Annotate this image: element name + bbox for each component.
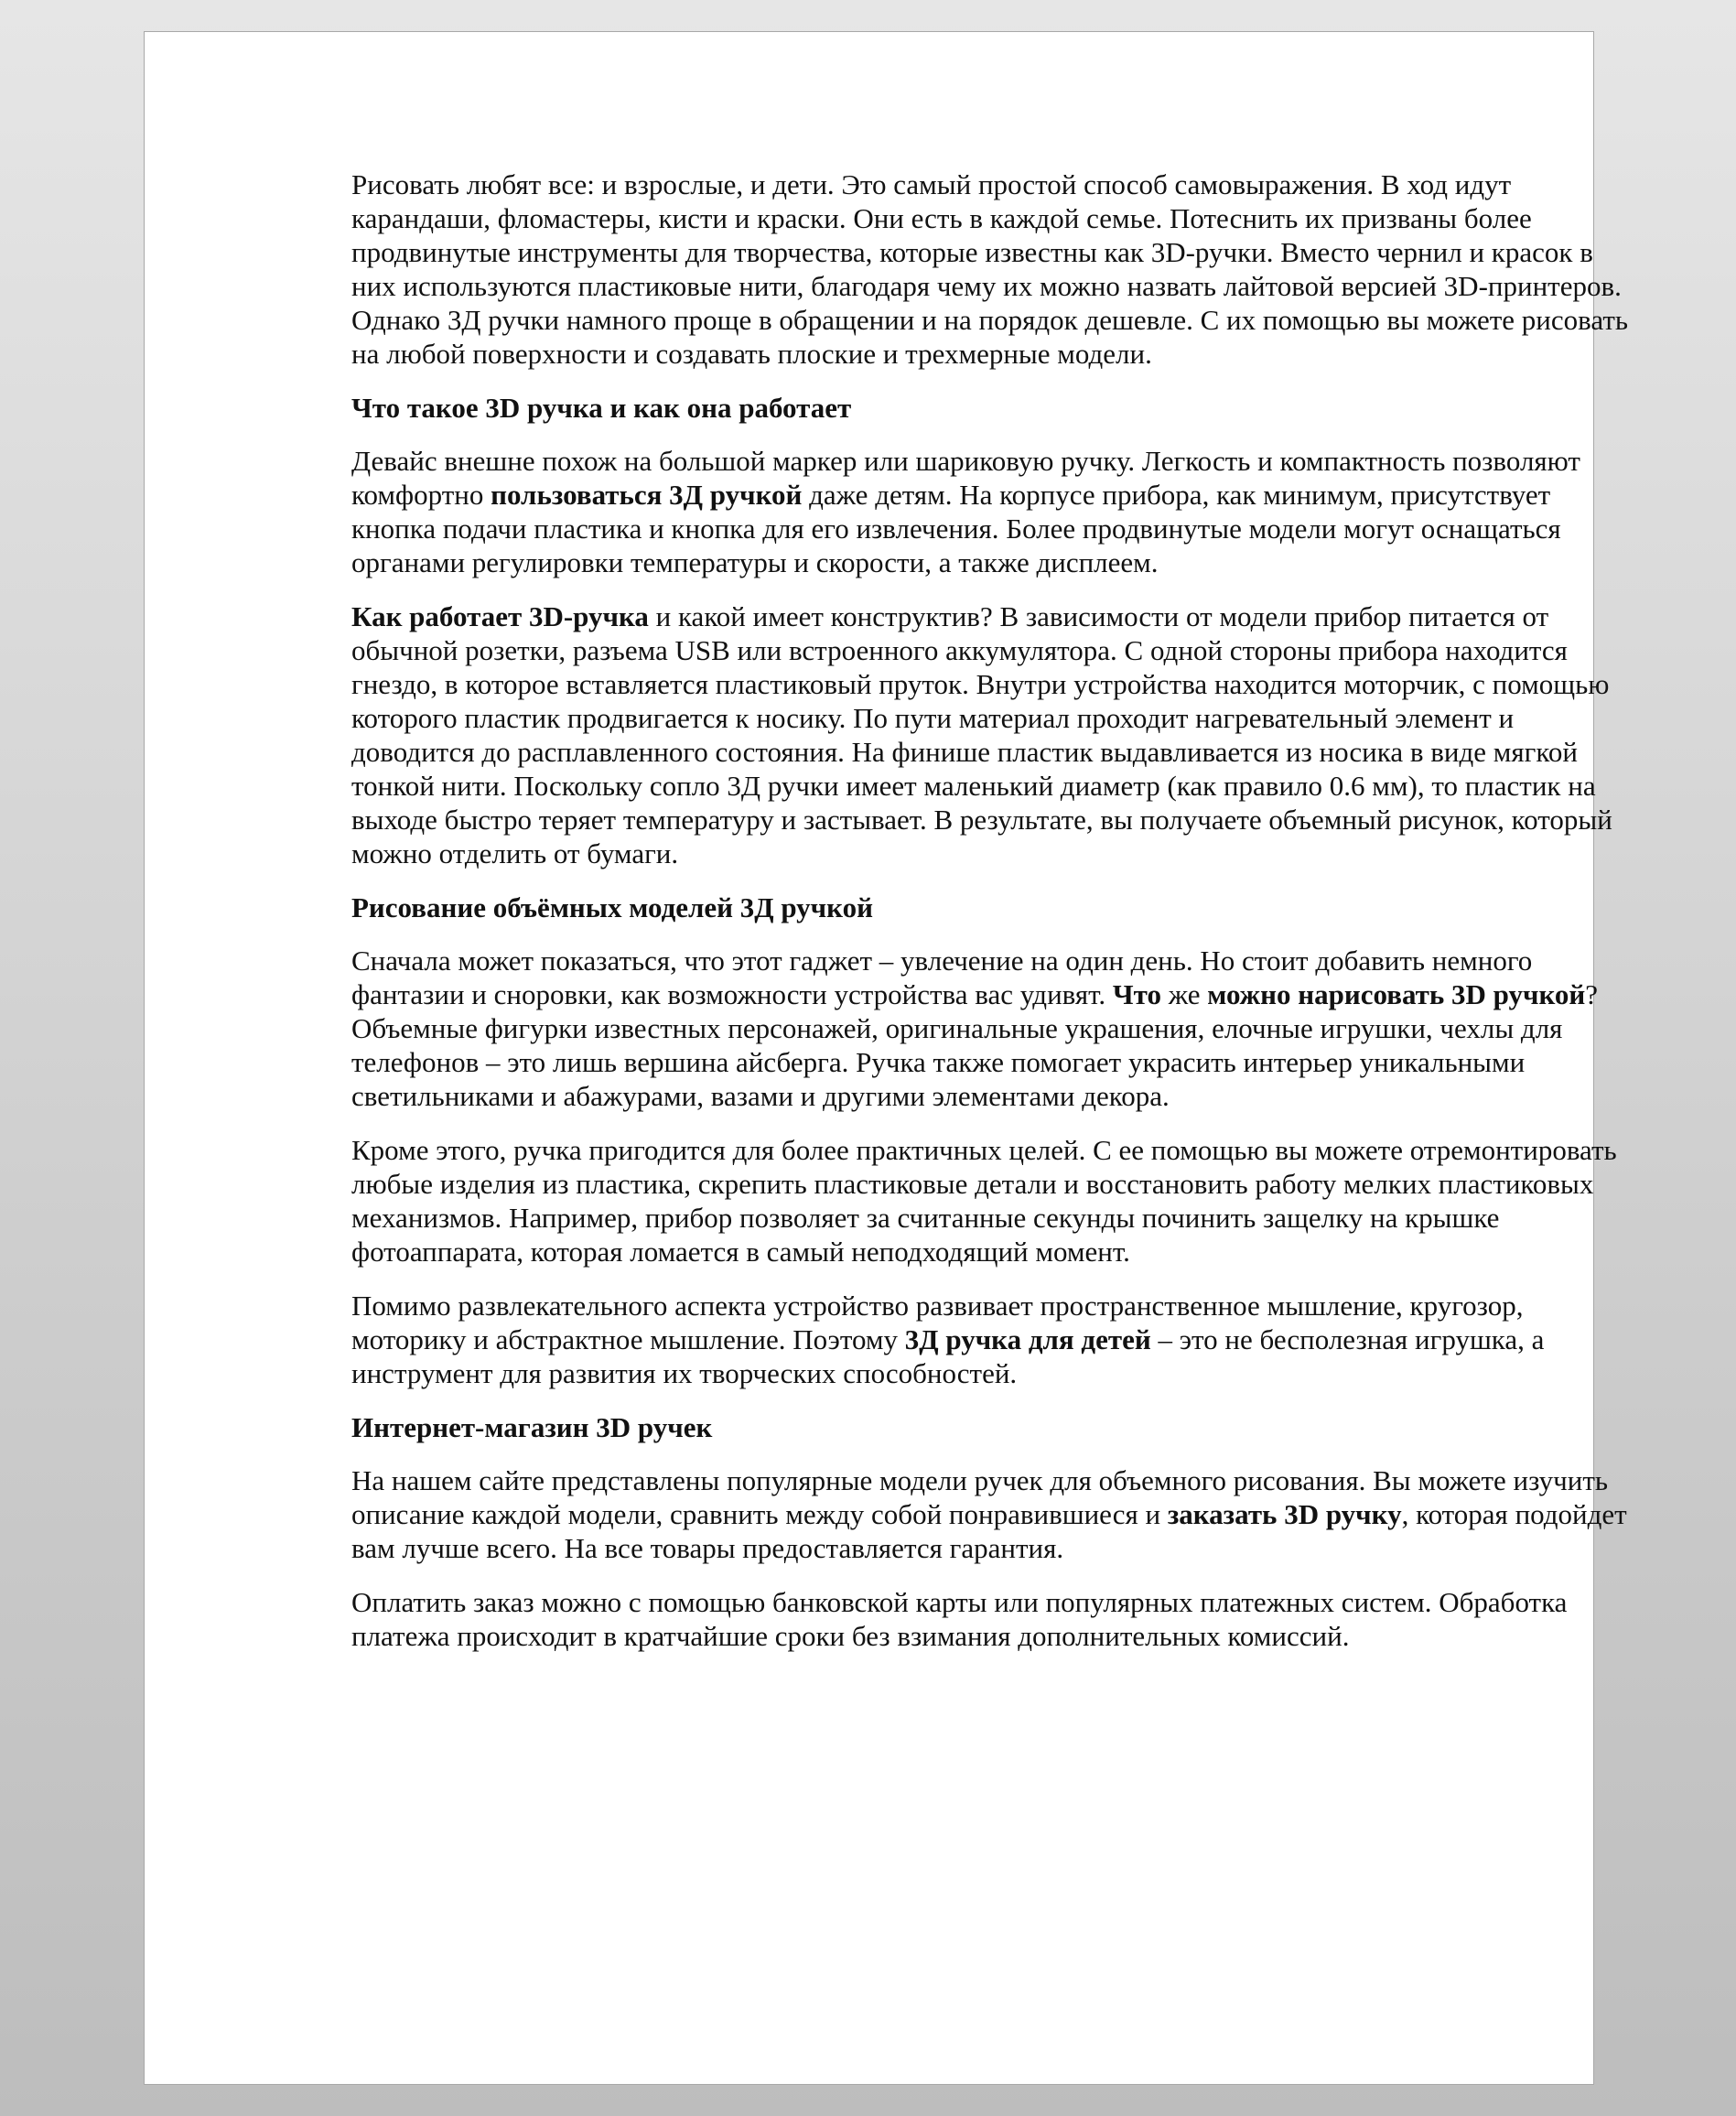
paragraph-intro-text: Рисовать любят все: и взрослые, и дети. Это самый простой способ самовыражения. В ход идут карандаши, фломастеры, кисти и краски. Они есть в каждой семье. Потеснить их призваны более продвинутые инструменты для творчества, которые известны как 3D-ручки. Вместо чернил и красок в них используются пластиковые нити, благодаря чему их можно назвать лайтовой версией 3D-принтеров. Однако 3Д ручки намного проще в обращении и на порядок дешевле. С их помощью вы можете рисовать на любой поверхности и создавать плоские и трехмерные модели. [351,168,1628,370]
paragraph-store-bold: заказать 3D ручку [1167,1498,1402,1530]
paragraph-how-it-works-text: и какой имеет конструктив? В зависимости от модели прибор питается от обычной розетки, разъема USB или встроенного аккумулятора. С одной стороны прибора находится гнездо, в которое вставляется пластиковый пруток. Внутри устройства находится моторчик, с помощью которого пластик продвигается к носику. По пути материал проходит нагревательный элемент и доводится до расплавленного состояния. На финише пластик выдавливается из носика в виде мягкой тонкой нити. Поскольку сопло 3Д ручки имеет маленький диаметр (как правило 0.6 мм), то пластик на выходе быстро теряет температуру и застывает. В результате, вы получаете объемный рисунок, который можно отделить от бумаги. [351,600,1612,869]
paragraph-device-text-a: Девайс внешне похож на большой маркер или шариковую ручку. Легкость и компактность позволяют комфортно [351,445,1580,511]
paragraph-gadget-text-mid: же [1160,978,1208,1010]
paragraph-payment-text: Оплатить заказ можно с помощью банковской карты или популярных платежных систем. Обработка платежа происходит в кратчайшие сроки без взимания дополнительных комиссий. [351,1586,1568,1652]
paragraph-gadget-text-c: ? Объемные фигурки известных персонажей, оригинальные украшения, елочные игрушки, чехлы для телефонов – это лишь вершина айсберга. Ручка также помогает украсить интерьер уникальными светильниками и абажурами, вазами и другими элементами декора. [351,978,1599,1112]
paragraph-store-text-a: На нашем сайте представлены популярные модели ручек для объемного рисования. Вы можете изучить описание каждой модели, сравнить между собой понравившиеся и [351,1464,1609,1530]
paragraph-development-text-a: Помимо развлекательного аспекта устройство развивает пространственное мышление, кругозор, моторику и абстрактное мышление. Поэтому [351,1290,1524,1355]
paragraph-gadget-text-a: Сначала может показаться, что этот гаджет – увлечение на один день. Но стоит добавить немного фантазии и сноровки, как возможности устройства вас удивят. [351,945,1533,1010]
paragraph-gadget-bold-1: Что [1112,978,1161,1010]
paragraph-device [351,444,1633,579]
paragraph-gadget-bold-2: можно нарисовать 3D ручкой [1207,978,1586,1010]
paragraph-store [351,1463,1633,1565]
heading-drawing-models: Рисование объёмных моделей 3Д ручкой [351,891,873,923]
paragraph-how-it-works-bold: Как работает 3D-ручка [351,600,649,632]
paragraph-how-it-works [351,599,1633,870]
document-body [351,167,1633,1673]
heading-online-store: Интернет-магазин 3D ручек [351,1411,713,1443]
paragraph-intro [351,167,1633,371]
paragraph-gadget [351,944,1633,1113]
paragraph-device-bold: пользоваться 3Д ручкой [491,479,803,511]
paragraph-practical [351,1133,1633,1269]
paragraph-development-bold: 3Д ручка для детей [904,1323,1151,1355]
paragraph-payment [351,1585,1633,1653]
paragraph-development-text-c: – это не бесполезная игрушка, а инструмент для развития их творческих способностей. [351,1323,1545,1389]
document-page [144,31,1628,2085]
paragraph-practical-text: Кроме этого, ручка пригодится для более практичных целей. С ее помощью вы можете отремонтировать любые изделия из пластика, скрепить пластиковые детали и восстановить работу мелких пластиковых механизмов. Например, прибор позволяет за считанные секунды починить защелку на крышке фотоаппарата, которая ломается в самый неподходящий момент. [351,1134,1617,1268]
heading-what-is-3d-pen: Что такое 3D ручка и как она работает [351,392,852,424]
paragraph-device-text-c: даже детям. На корпусе прибора, как минимум, присутствует кнопка подачи пластика и кнопка для его извлечения. Более продвинутые модели могут оснащаться органами регулировки температуры и скорости, а также дисплеем. [351,479,1561,578]
paragraph-store-text-c: , которая подойдет вам лучше всего. На все товары предоставляется гарантия. [351,1498,1627,1564]
paragraph-development [351,1289,1633,1390]
